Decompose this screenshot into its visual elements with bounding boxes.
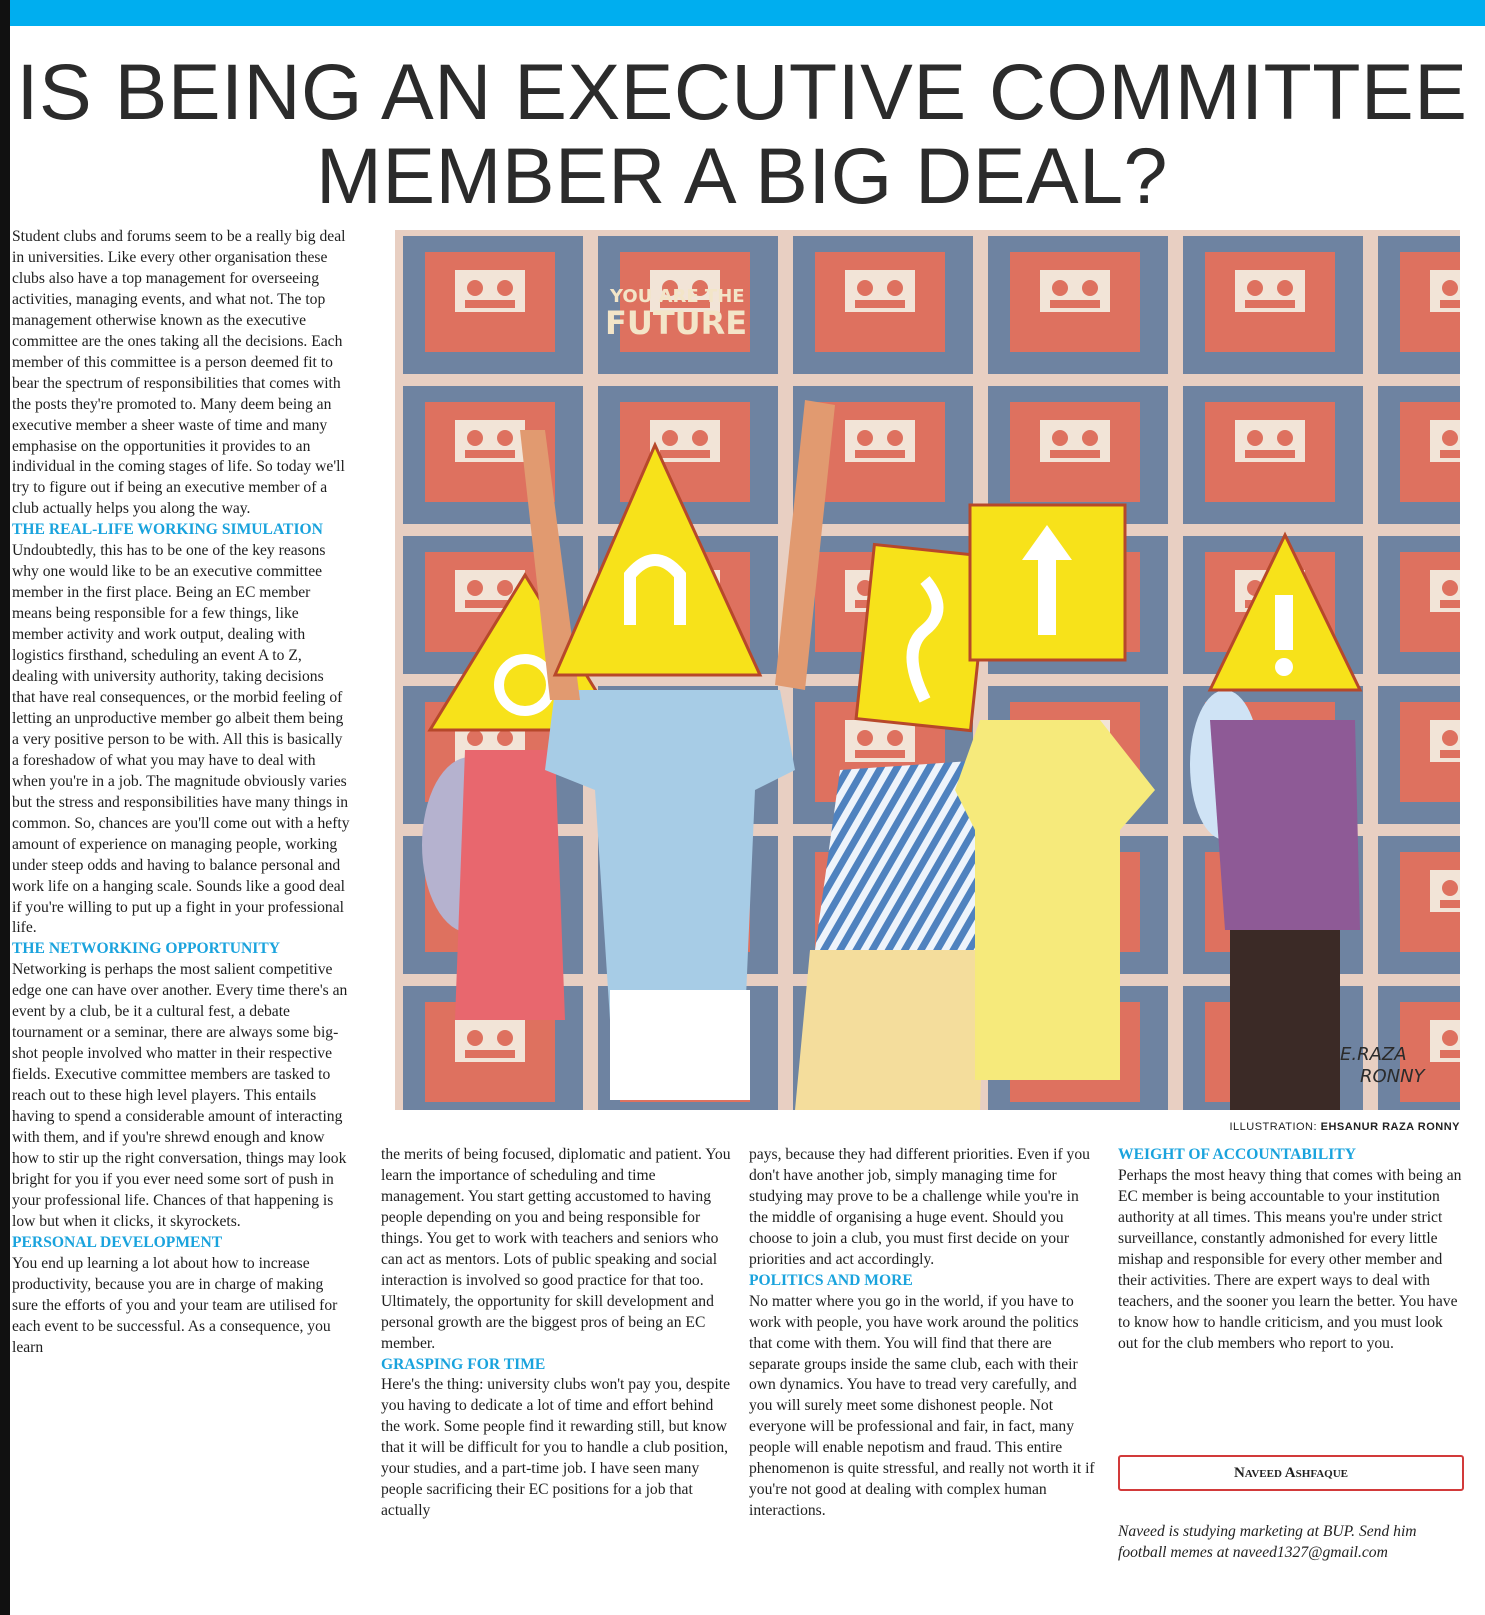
column-1 (12, 227, 350, 1358)
column-4 (1118, 1145, 1466, 1355)
headline: IS BEING AN EXECUTIVE COMMITTEE MEMBER A BIG DEAL? (16, 47, 1468, 220)
intro-paragraph: Student clubs and forums seem to be a really big deal in universities. Like every other organisation these clubs also have a top management for overseeing activities, managing events, and what not. The top management otherwise known as the executive committee are the ones taking all the decisions. Each member of this committee is a person deemed fit to bear the spectrum of responsibilities that comes with the posts they're promoted to. Many deem being an executive member a sheer waste of time and many emphasise on the opportunities it provides to an individual in the coming stages of life. So today we'll try to figure out if being an executive member of a club actually helps you along the way. (12, 228, 346, 518)
section-body-simulation: Undoubtedly, this has to be one of the key reasons why one would like to be an executive committee member in the first place. Being an EC member means being responsible for a few things, like member activity and work output, dealing with logistics firsthand, scheduling an event A to Z, dealing with university authority, taking decisions that have real consequences, or the morbid feeling of letting an unproductive member go albeit them being a very positive person to be with. All this is basically a foreshadow of what you may have to deal with when you're in a job. The magnitude obviously varies but the stress and responsibilities have many things in common. So, chances are you'll come out with a hefty amount of experience on managing people, working under steep odds and having to balance personal and work life on a hanging scale. Sounds like a good deal if you're willing to put up a fight in your professional life. (12, 542, 350, 937)
illustration-artwork (395, 230, 1460, 1110)
section-body-accountability: Perhaps the most heavy thing that comes with being an EC member is being accountable to your institution authority at all times. This means you're under strict surveillance, constantly admonished for every little mishap and responsible for every other member and their activities. There are expert ways to deal with teachers, and the sooner you learn the better. You have to know how to handle criticism, and you must look out for the club members who report to you. (1118, 1166, 1462, 1352)
section-body-personal-a: You end up learning a lot about how to increase productivity, because you are in charge of making sure the efforts of you and your team are utilised for each event to be successful. As a consequence, you learn (12, 1254, 338, 1356)
svg-text:E.RAZA: E.RAZA (1340, 1044, 1407, 1065)
poster-text-bottom: FUTURE (605, 304, 748, 342)
section-body-time-a: Here's the thing: university clubs won't pay you, despite you having to dedicate a lot of time and effort behind the work. Some people find it rewarding still, but know that it will be difficult for you to handle a club position, your studies, and a part-time job. I have seen many people sacrificing their EC positions for a job that actually (381, 1376, 731, 1520)
author-bio: Naveed is studying marketing at BUP. Send him football memes at naveed1327@gmail.com (1118, 1523, 1417, 1561)
credit-name: EHSANUR RAZA RONNY (1320, 1121, 1460, 1133)
section-body-politics: No matter where you go in the world, if you have to work with people, you have work around the politics that come with them. You will find that there are separate groups inside the same club, each with their own dynamics. You have to tread very carefully, and you will surely meet some dishonest people. Not everyone will be professional and fair, in fact, many people will enable nepotism and fraud. This entire phenomenon is quite stressful, and really not worth it if you're not good at dealing with complex human interactions. (749, 1292, 1095, 1520)
section-heading-accountability: WEIGHT OF ACCOUNTABILITY (1118, 1146, 1356, 1163)
section-heading-simulation: THE REAL-LIFE WORKING SIMULATION (12, 521, 323, 539)
section-body-personal-b: the merits of being focused, diplomatic and patient. You learn the importance of scheduling and time management. You start getting accustomed to having people depending on you and being responsible for things. You get to work with teachers and seniors who can act as mentors. Lots of public speaking and social interaction is involved so good practice for that too. Ultimately, the opportunity for skill development and personal growth are the biggest pros of being an EC member. (381, 1146, 731, 1352)
illustration-credit (395, 1121, 1460, 1133)
column-3 (749, 1145, 1099, 1522)
section-heading-time: GRASPING FOR TIME (381, 1355, 546, 1373)
section-body-networking: Networking is perhaps the most salient competitive edge one can have over another. Every time there's an event by a club, be it a cultural fest, a debate tournament or a seminar, there are always some big-shot people involved who matter in their respective fields. Executive committee members are tasked to reach out to these high level players. This entails having to spend a considerable amount of interacting with them, and if you're shrewd enough and know how to stir up the right conversation, things may look bright for you if you ever need some sort of push in your professional life. Chances of that happening is low but when it clicks, it skyrockets. (12, 961, 348, 1230)
author-byline: Naveed Ashfaque (1118, 1455, 1464, 1491)
section-body-time-b: pays, because they had different priorities. Even if you don't have another job, simply managing time for studying may prove to be a challenge while you're in the middle of organising a huge event. Should you choose to join a club, you must first decide on your priorities and act accordingly. (749, 1146, 1090, 1268)
svg-text:RONNY: RONNY (1360, 1066, 1425, 1087)
credit-label: ILLUSTRATION: (1229, 1121, 1318, 1133)
left-edge-bar (0, 0, 10, 1615)
column-2 (381, 1145, 731, 1522)
poster-texts (605, 286, 747, 342)
section-heading-politics: POLITICS AND MORE (749, 1271, 913, 1289)
section-heading-networking: THE NETWORKING OPPORTUNITY (12, 940, 281, 958)
section-heading-personal: PERSONAL DEVELOPMENT (12, 1233, 223, 1251)
illustration (395, 230, 1460, 1110)
top-accent-bar (0, 0, 1485, 26)
poster-text-top: YOU ARE THE (610, 286, 745, 307)
